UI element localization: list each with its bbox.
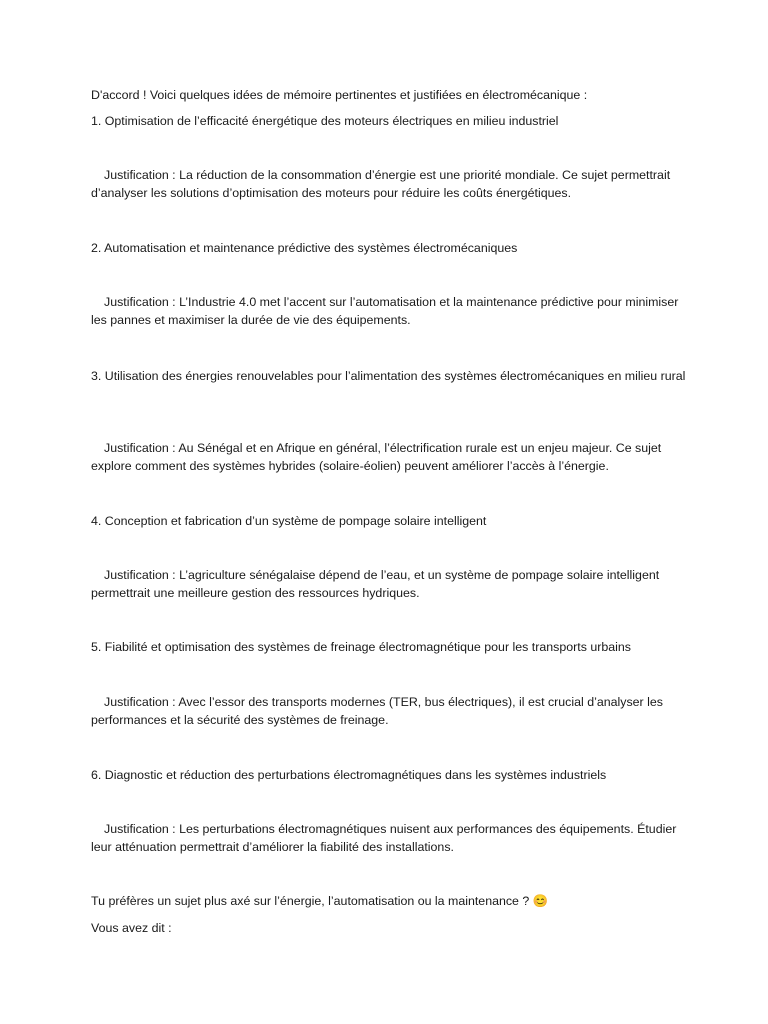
idea-5-title: 5. Fiabilité et optimisation des systèmes de freinage électromagnétique pour les transports urbains <box>91 640 631 654</box>
idea-4-justification: Justification : L’agriculture sénégalaise dépend de l’eau, et un système de pompage solaire intelligent permettrait une meilleure gestion des ressources hydriques. <box>91 568 660 600</box>
idea-6-justification: Justification : Les perturbations électromagnétiques nuisent aux performances des équipements. Étudier leur atténuation permettrait d’améliorer la fiabilité des installations. <box>91 822 677 854</box>
idea-1-justification: Justification : La réduction de la consommation d’énergie est une priorité mondiale. Ce sujet permettrait d’analyser les solutions d’optimisation des moteurs pour réduire les coûts énergétiques. <box>91 168 671 200</box>
intro-text: D'accord ! Voici quelques idées de mémoire pertinentes et justifiées en électromécanique : <box>91 88 588 102</box>
idea-2-title: 2. Automatisation et maintenance prédictive des systèmes électromécaniques <box>91 241 518 255</box>
idea-6-title: 6. Diagnostic et réduction des perturbations électromagnétiques dans les systèmes industriels <box>91 768 607 782</box>
idea-3-justification: Justification : Au Sénégal et en Afrique en général, l’électrification rurale est un enjeu majeur. Ce sujet explore comment des systèmes hybrides (solaire-éolien) peuvent améliorer l’accès à l’énergie. <box>91 441 662 473</box>
idea-3-title: 3. Utilisation des énergies renouvelables pour l’alimentation des systèmes électromécaniques en milieu rural <box>91 369 686 383</box>
idea-4-title: 4. Conception et fabrication d’un système de pompage solaire intelligent <box>91 514 487 528</box>
idea-2-justification: Justification : L’Industrie 4.0 met l’accent sur l’automatisation et la maintenance prédictive pour minimiser les pannes et maximiser la durée de vie des équipements. <box>91 295 679 327</box>
idea-1-title: 1. Optimisation de l’efficacité énergétique des moteurs électriques en milieu industriel <box>91 114 559 128</box>
footer-text: Vous avez dit : <box>91 921 172 935</box>
idea-5-justification: Justification : Avec l’essor des transports modernes (TER, bus électriques), il est crucial d’analyser les performances et la sécurité des systèmes de freinage. <box>91 695 663 727</box>
closing-question: Tu préfères un sujet plus axé sur l’énergie, l’automatisation ou la maintenance ? 😊 <box>91 894 549 908</box>
